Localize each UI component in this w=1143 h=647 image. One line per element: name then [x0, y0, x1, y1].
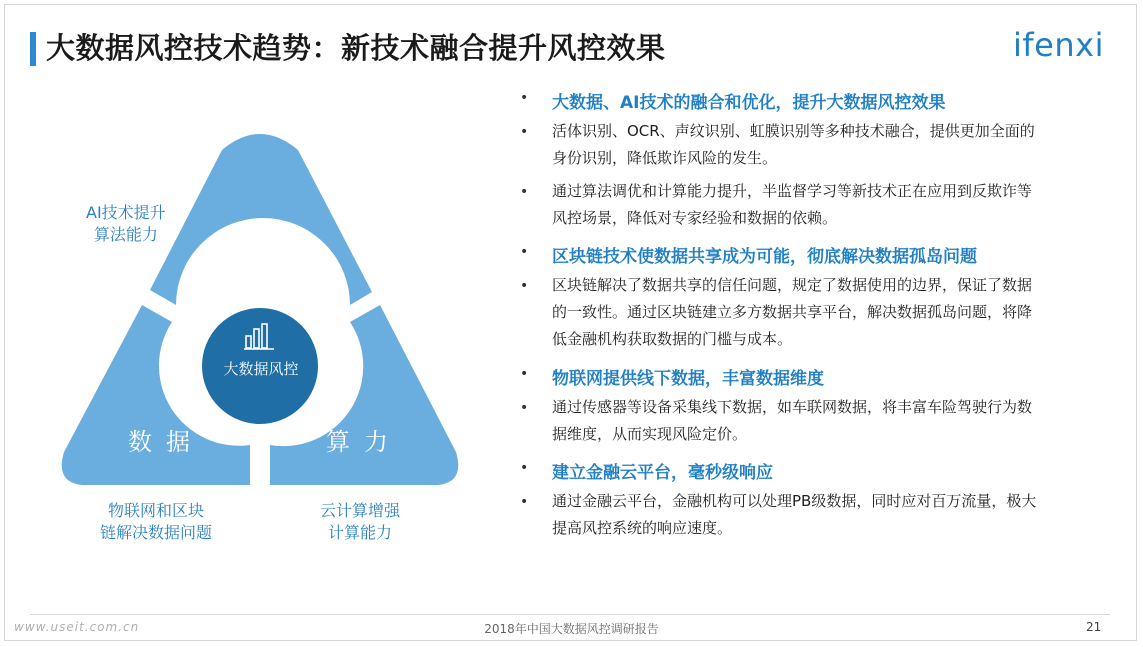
bullet-dot: •	[520, 90, 529, 106]
bullet-dot: •	[520, 184, 529, 200]
page-number: 21	[1086, 620, 1102, 634]
bar-chart-icon	[244, 320, 276, 350]
side-label-bottom-left: 物联网和区块 链解决数据问题	[100, 501, 213, 542]
bullet-dot: •	[520, 400, 529, 416]
ifenxi-logo: ifenxi	[1013, 26, 1104, 64]
page-title: 大数据风控技术趋势：新技术融合提升风控效果	[46, 31, 666, 65]
center-label: 大数据风控	[223, 360, 299, 378]
bullet-dot: •	[520, 244, 529, 260]
side-label-bottom-right: 云计算增强 计算能力	[320, 501, 401, 542]
bullet-dot: •	[520, 460, 529, 476]
top-segment-label: 算法	[226, 222, 302, 250]
side-label-top-left: AI技术提升 算法能力	[86, 203, 166, 244]
watermark: www.useit.com.cn	[14, 620, 140, 634]
left-segment-label: 数据	[128, 428, 204, 456]
bullet-dot: •	[520, 278, 529, 294]
right-segment-label: 算力	[326, 428, 402, 456]
bullet-dot: •	[520, 366, 529, 382]
bullet-dot: •	[520, 494, 529, 510]
triangle-diagram	[0, 0, 520, 560]
footer-divider	[30, 614, 1110, 615]
bullet-dot: •	[520, 124, 529, 140]
footer-title: 2018年中国大数据风控调研报告	[484, 622, 659, 636]
